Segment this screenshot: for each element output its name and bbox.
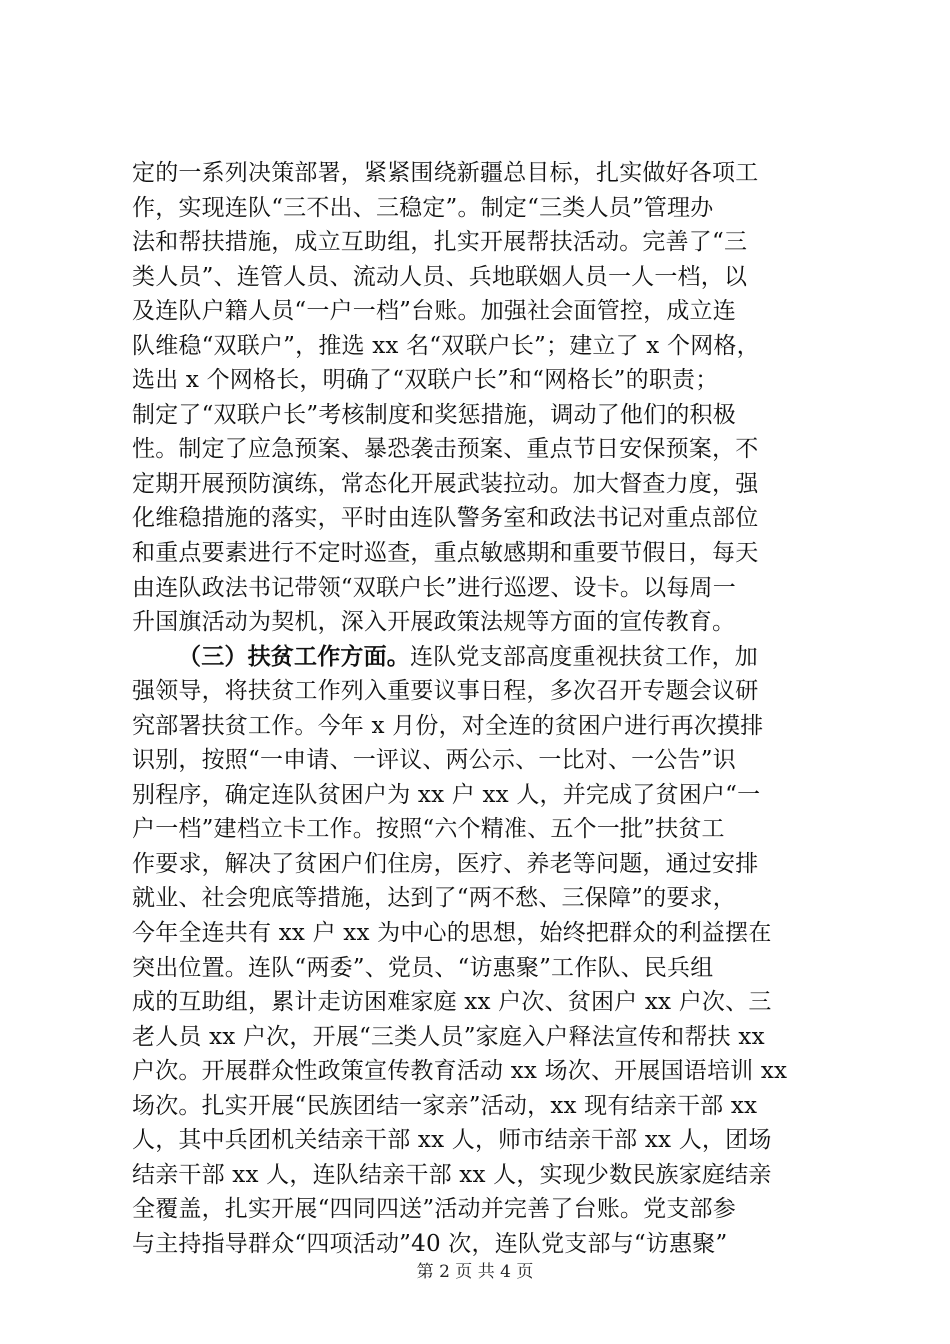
text-line: 成的互助组，累计走访困难家庭 xx 户次、贫困户 xx 户次、三 bbox=[132, 989, 772, 1016]
section-3-first-line bbox=[132, 640, 832, 675]
text-line: 人，其中兵团机关结亲干部 xx 人，师市结亲干部 xx 人，团场 bbox=[132, 1127, 772, 1154]
text-line: 全覆盖，扎实开展“四同四送”活动并完善了台账。党支部参 bbox=[132, 1196, 736, 1223]
page-number-label: 第 2 页 共 4 页 bbox=[416, 1262, 534, 1282]
text-line: 定的一系列决策部署，紧紧围绕新疆总目标，扎实做好各项工 bbox=[132, 160, 759, 186]
text-line: 和重点要素进行不定时巡查，重点敏感期和重要节假日，每天 bbox=[132, 540, 759, 567]
text-line: 就业、社会兜底等措施，达到了“两不愁、三保障”的要求， bbox=[132, 885, 736, 912]
text-line: 与主持指导群众“四项活动”40 次，连队党支部与“访惠聚” bbox=[132, 1230, 728, 1257]
text-line: 性。制定了应急预案、暴恐袭击预案、重点节日安保预案，不 bbox=[132, 436, 759, 463]
text-line: 类人员”、连管人员、流动人员、兵地联姻人员一人一档，以 bbox=[132, 263, 748, 290]
text-line: 场次。扎实开展“民族团结一家亲”活动，xx 现有结亲干部 xx bbox=[132, 1092, 758, 1119]
text-line: 今年全连共有 xx 户 xx 为中心的思想，始终把群众的利益摆在 bbox=[132, 920, 772, 947]
text-line: 及连队户籍人员“一户一档”台账。加强社会面管控，成立连 bbox=[132, 298, 736, 325]
text-line: 队维稳“双联户”，推选 xx 名“双联户长”；建立了 x 个网格， bbox=[132, 332, 760, 359]
text-line: 究部署扶贫工作。今年 x 月份，对全连的贫困户进行再次摸排 bbox=[132, 712, 764, 739]
text-line: 识别，按照“一申请、一评议、两公示、一比对、一公告”识 bbox=[132, 747, 736, 774]
text-line: 户次。开展群众性政策宣传教育活动 xx 场次、开展国语培训 xx bbox=[132, 1058, 788, 1085]
text-line: 别程序，确定连队贫困户为 xx 户 xx 人，并完成了贫困户“一 bbox=[132, 781, 761, 808]
text-line: 定期开展预防演练，常态化开展武装拉动。加大督查力度，强 bbox=[132, 470, 759, 497]
text-line: 作，实现连队“三不出、三稳定”。制定“三类人员”管理办 bbox=[132, 194, 714, 221]
document-body bbox=[132, 156, 832, 1262]
text-line: 作要求，解决了贫困户们住房，医疗、养老等问题，通过安排 bbox=[132, 850, 759, 877]
text-line: 突出位置。连队“两委”、党员、“访惠聚”工作队、民兵组 bbox=[132, 954, 714, 981]
text-line: 选出 x 个网格长，明确了“双联户长”和“网格长”的职责； bbox=[132, 367, 719, 394]
text-line: 法和帮扶措施，成立互助组，扎实开展帮扶活动。完善了“三 bbox=[132, 229, 748, 256]
section-3-heading: （三）扶贫工作方面。 bbox=[178, 642, 410, 670]
text-line: 强领导，将扶贫工作列入重要议事日程，多次召开专题会议研 bbox=[132, 678, 759, 705]
text-line: 户一档”建档立卡工作。按照“六个精准、五个一批”扶贫工 bbox=[132, 816, 725, 843]
text-line: 结亲干部 xx 人，连队结亲干部 xx 人，实现少数民族家庭结亲 bbox=[132, 1161, 772, 1188]
section-3-first-line-text: 连队党支部高度重视扶贫工作，加 bbox=[410, 643, 758, 670]
text-line: 制定了“双联户长”考核制度和奖惩措施，调动了他们的积极 bbox=[132, 401, 736, 428]
text-line: 老人员 xx 户次，开展“三类人员”家庭入户释法宣传和帮扶 xx bbox=[132, 1023, 765, 1050]
text-line: 由连队政法书记带领“双联户长”进行巡逻、设卡。以每周一 bbox=[132, 574, 736, 601]
page-footer bbox=[0, 1261, 950, 1283]
text-line: 升国旗活动为契机，深入开展政策法规等方面的宣传教育。 bbox=[132, 609, 736, 636]
text-line: 化维稳措施的落实，平时由连队警务室和政法书记对重点部位 bbox=[132, 505, 759, 532]
